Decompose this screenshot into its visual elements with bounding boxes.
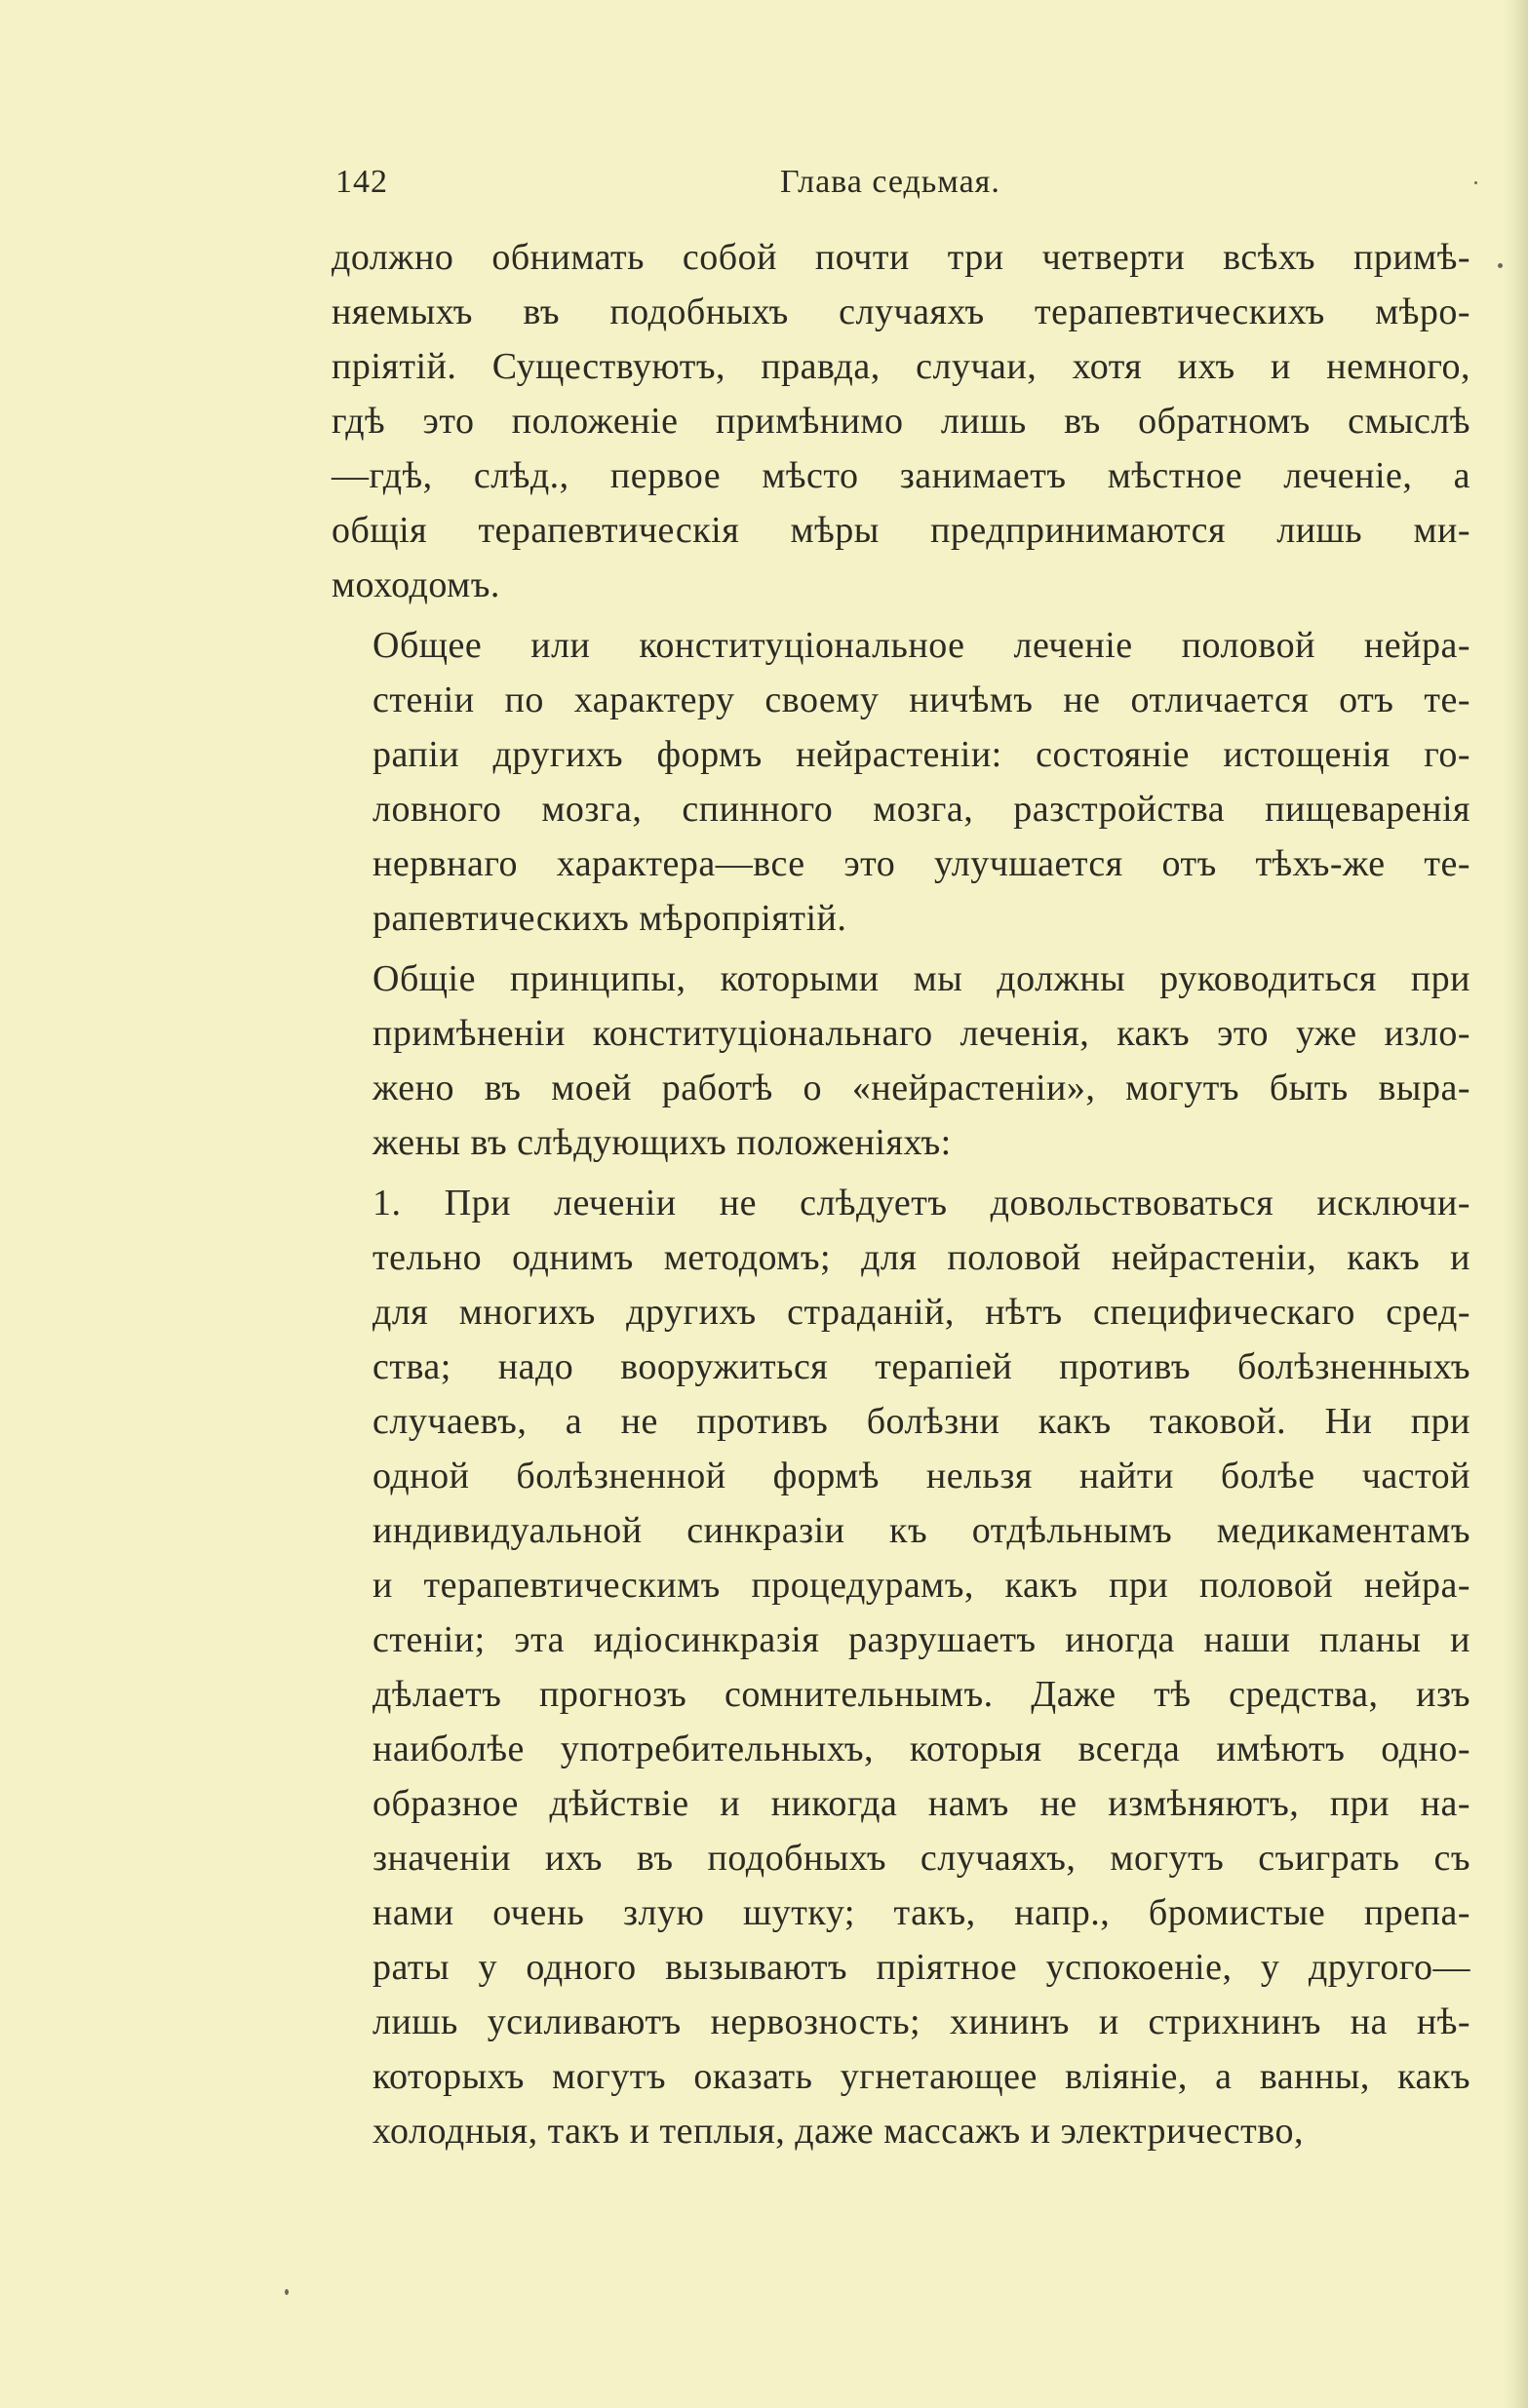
text-line: одной болѣзненной формѣ нельзя найти болѣе частой [372, 1456, 1470, 1496]
text-line: гдѣ это положеніе примѣнимо лишь въ обратномъ смыслѣ [332, 401, 1470, 442]
text-line: пріятій. Существуютъ, правда, случаи, хотя ихъ и немного, [332, 346, 1470, 387]
text-line: для многихъ другихъ страданій, нѣтъ специфическаго сред- [372, 1292, 1470, 1333]
print-speck [285, 2289, 289, 2295]
page-edge-shadow [1503, 0, 1528, 2408]
text-line: должно обнимать собой почти три четверти всѣхъ примѣ- [332, 237, 1470, 278]
text-line: ства; надо вооружиться терапіей противъ болѣзненныхъ [372, 1346, 1470, 1387]
text-line: ловного мозга, спинного мозга, разстройства пищеваренія [372, 789, 1470, 830]
page-number: 142 [335, 164, 388, 200]
text-line: жены въ слѣдующихъ положеніяхъ: [372, 1122, 952, 1163]
text-line: Общее или конституціональное леченіе половой нейра- [372, 625, 1470, 666]
paragraph [332, 230, 1470, 612]
print-speck [1498, 263, 1503, 268]
text-line: моходомъ. [332, 564, 500, 605]
text-line: случаевъ, а не противъ болѣзни какъ таковой. Ни при [372, 1401, 1470, 1442]
paragraph [332, 618, 1470, 946]
text-line: индивидуальной синкразіи къ отдѣльнымъ медикаментамъ [372, 1510, 1470, 1551]
text-line: общія терапевтическія мѣры предпринимаются лишь ми- [332, 510, 1470, 551]
text-line: няемыхъ въ подобныхъ случаяхъ терапевтическихъ мѣро- [332, 291, 1470, 332]
text-line: стеніи по характеру своему ничѣмъ не отличается отъ те- [372, 680, 1470, 720]
text-line: значеніи ихъ въ подобныхъ случаяхъ, могутъ съиграть съ [372, 1838, 1470, 1879]
text-line: —гдѣ, слѣд., первое мѣсто занимаетъ мѣстное леченіе, а [332, 455, 1470, 496]
text-line: нервнаго характера—все это улучшается отъ тѣхъ-же те- [372, 843, 1470, 884]
text-line: рапіи другихъ формъ нейрастеніи: состояніе истощенія го- [372, 734, 1470, 775]
text-line: нами очень злую шутку; такъ, напр., бромистые препа- [372, 1892, 1470, 1933]
page-header [332, 164, 1482, 209]
paragraph [332, 952, 1470, 1170]
text-line: рапевтическихъ мѣропріятій. [372, 898, 847, 939]
text-line: образное дѣйствіе и никогда намъ не измѣняютъ, при на- [372, 1783, 1470, 1824]
text-line: жено въ моей работѣ о «нейрастеніи», могутъ быть выра- [372, 1068, 1470, 1108]
running-head: Глава седьмая. [780, 164, 1000, 200]
text-line: холодныя, такъ и теплыя, даже массажъ и электричество, [372, 2111, 1304, 2152]
text-line: раты у одного вызываютъ пріятное успокоеніе, у другого— [372, 1947, 1470, 1988]
text-line: примѣненіи конституціональнаго леченія, какъ это уже изло- [372, 1013, 1470, 1054]
text-line: которыхъ могутъ оказать угнетающее вліяніе, а ванны, какъ [372, 2056, 1470, 2097]
text-line: лишь усиливаютъ нервозность; хининъ и стрихнинъ на нѣ- [372, 2001, 1470, 2042]
body-text [332, 230, 1470, 2158]
paragraph [332, 1176, 1470, 2158]
text-line: дѣлаетъ прогнозъ сомнительнымъ. Даже тѣ средства, изъ [372, 1674, 1470, 1715]
text-line: наиболѣе употребительныхъ, которыя всегда имѣютъ одно- [372, 1728, 1470, 1769]
text-line: Общіе принципы, которыми мы должны руководиться при [372, 958, 1470, 999]
text-line: 1. При леченіи не слѣдуетъ довольствоваться исключи- [372, 1183, 1470, 1223]
text-line: и терапевтическимъ процедурамъ, какъ при половой нейра- [372, 1565, 1470, 1606]
text-line: тельно однимъ методомъ; для половой нейрастеніи, какъ и [372, 1237, 1470, 1278]
text-line: стеніи; эта идіосинкразія разрушаетъ иногда наши планы и [372, 1619, 1470, 1660]
